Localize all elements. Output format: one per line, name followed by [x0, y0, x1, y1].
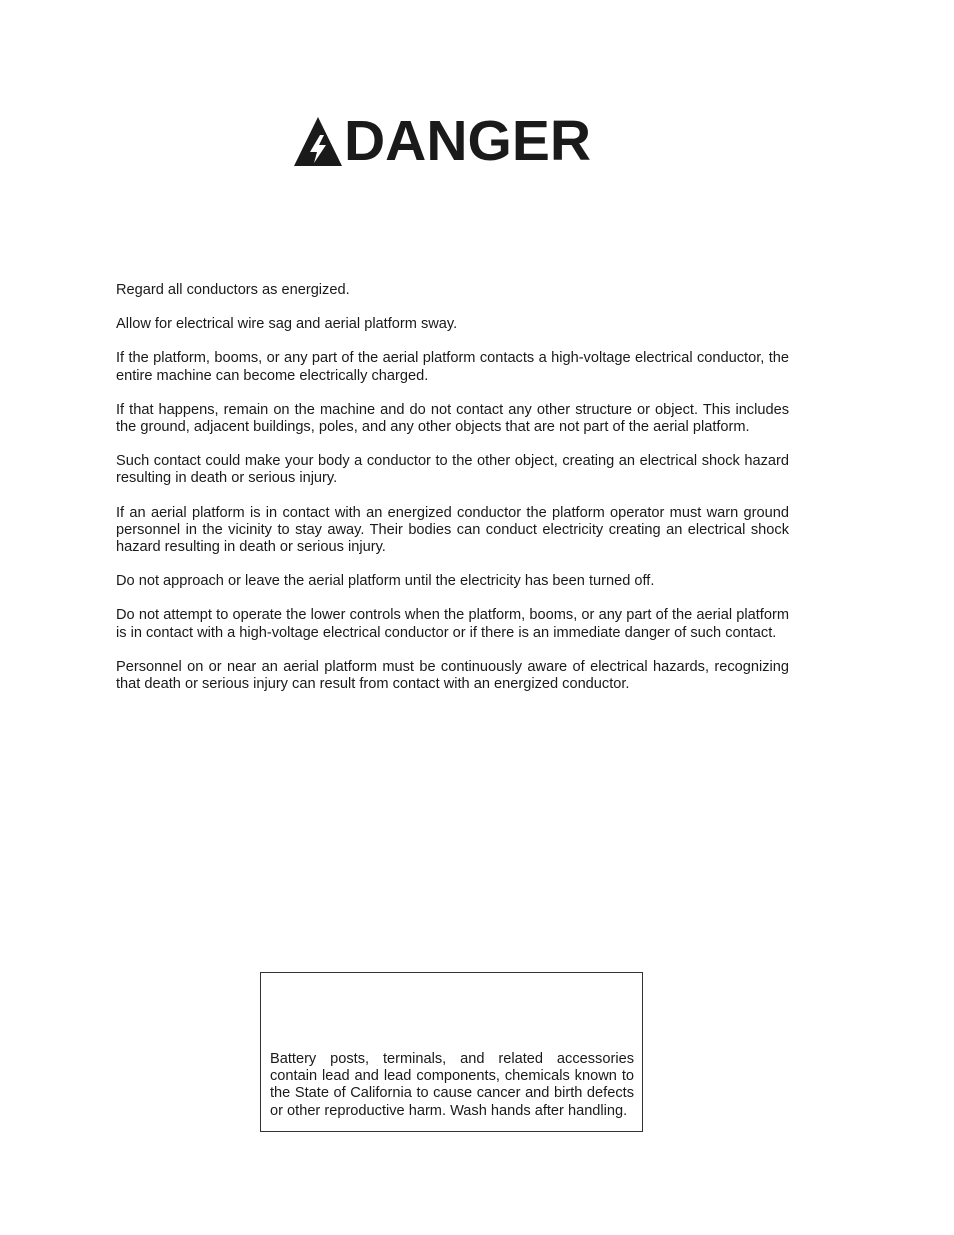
electrical-hazard-triangle-icon [293, 115, 343, 167]
paragraph: Personnel on or near an aerial platform must be continuously aware of electrical hazards, recognizing that death or serious injury can result from contact with an energized conductor. [116, 658, 789, 693]
paragraph: If an aerial platform is in contact with an energized conductor the platform operator must warn ground personnel in the vicinity to stay away. Their bodies can conduct electricity creating an electrical shock hazard resulting in death or serious injury. [116, 504, 789, 556]
paragraph: Regard all conductors as energized. [116, 282, 350, 298]
paragraph: Do not approach or leave the aerial platform until the electricity has been turned off. [116, 573, 655, 590]
paragraph: Allow for electrical wire sag and aerial platform sway. [116, 316, 458, 333]
danger-header [293, 109, 592, 173]
battery-warning-text: Battery posts, terminals, and related accessories contain lead and lead components, chemicals known to the State of California to cause cancer and birth defects or other reproductive harm. Wash hands after handling. [270, 1051, 634, 1119]
paragraph: If that happens, remain on the machine and do not contact any other structure or object. This includes the ground, adjacent buildings, poles, and any other objects that are not part of the aerial platform. [116, 401, 789, 436]
paragraph: Do not attempt to operate the lower controls when the platform, booms, or any part of the aerial platform is in contact with a high-voltage electrical conductor or if there is an immediate danger of such contact. [116, 607, 789, 641]
paragraph: If the platform, booms, or any part of the aerial platform contacts a high-voltage electrical conductor, the entire machine can become electrically charged. [116, 350, 789, 384]
safety-instructions [116, 282, 789, 710]
battery-warning-box [260, 972, 643, 1132]
paragraph: Such contact could make your body a conductor to the other object, creating an electrical shock hazard resulting in death or serious injury. [116, 453, 789, 487]
signal-word: DANGER [344, 109, 592, 173]
